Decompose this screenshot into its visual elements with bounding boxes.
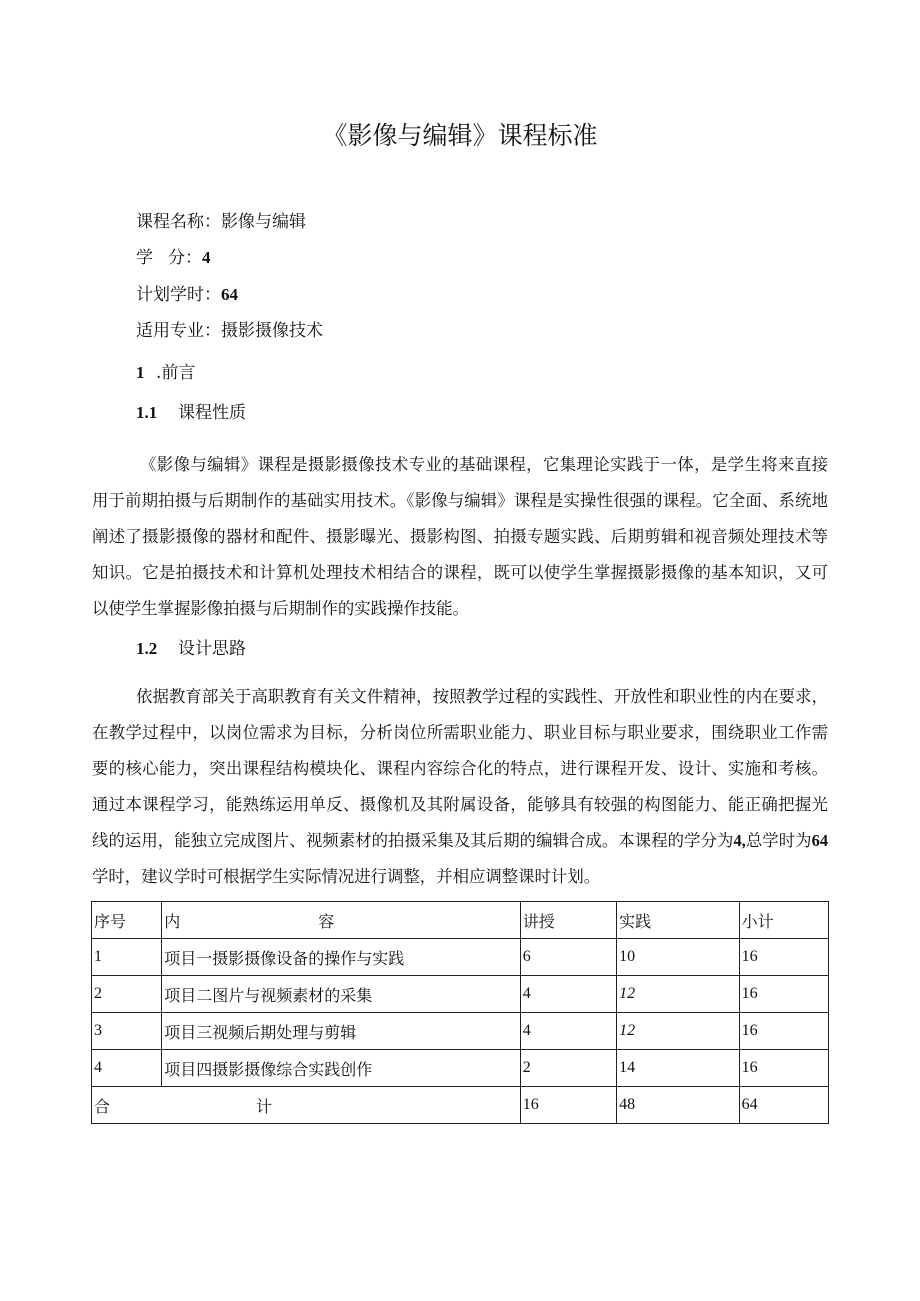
row-lecture: 2 [520,1050,616,1087]
total-subtotal: 64 [739,1087,828,1124]
section-1-1-heading [136,401,246,425]
total-practice: 48 [617,1087,739,1124]
total-lecture: 16 [520,1087,616,1124]
section-1-heading [136,361,195,385]
row-index: 1 [92,939,162,976]
major-line [136,319,323,343]
page-title: 《影像与编辑》课程标准 [322,121,598,150]
course-name-label: 课程名称： [136,212,221,232]
major-label: 适用专业： [136,321,221,341]
row-index: 4 [92,1050,162,1087]
section-1-1-number: 1.1 [136,403,158,422]
header-practice: 实践 [617,902,739,939]
row-content: 项目三视频后期处理与剪辑 [162,1013,520,1050]
row-practice: 12 [617,976,739,1013]
credit-label-a: 学 [136,248,153,268]
section-1-2-title: 设计思路 [178,639,246,659]
course-schedule-table [91,901,829,1124]
section-1-2-text-b: 总学时为 [745,831,812,850]
header-index: 序号 [92,902,162,939]
course-name-line [136,210,306,234]
header-lecture: 讲授 [520,902,616,939]
row-practice: 14 [617,1050,739,1087]
section-1-2-paragraph [92,679,828,895]
hours-label: 计划学时： [136,285,221,305]
table-row [92,1050,829,1087]
row-practice: 12 [617,1013,739,1050]
section-1-2-text-a: 依据教育部关于高职教育有关文件精神，按照教学过程的实践性、开放性和职业性的内在要求，在教学过程中，以岗位需求为目标，分析岗位所需职业能力、职业目标与职业要求，围绕职业工作需要的核心能力，突出课程结构模块化、课程内容综合化的特点，进行课程开发、设计、实施和考核。通过本课程学习，能熟练运用单反、摄像机及其附属设备，能够具有较强的构图能力、能正确把握光线的运用，能独立完成图片、视频素材的拍摄采集及其后期的编辑合成。本课程的学分为 [92,687,828,850]
table-row [92,976,829,1013]
section-1-2-credit-bold: 4, [733,831,746,850]
total-label [92,1087,521,1124]
table-total-row [92,1087,829,1124]
section-1-2-text-c: 学时，建议学时可根据学生实际情况进行调整，并相应调整课时计划。 [92,867,601,886]
row-index: 2 [92,976,162,1013]
hours-value: 64 [221,285,238,304]
row-lecture: 4 [520,976,616,1013]
row-subtotal: 16 [739,939,828,976]
row-index: 3 [92,1013,162,1050]
header-content [162,902,520,939]
row-lecture: 6 [520,939,616,976]
header-subtotal: 小计 [739,902,828,939]
row-content: 项目二图片与视频素材的采集 [162,976,520,1013]
row-practice: 10 [617,939,739,976]
credit-value: 4 [202,248,211,267]
section-1-title: .前言 [156,363,196,383]
row-content: 项目一摄影摄像设备的操作与实践 [162,939,520,976]
total-label-a: 合 [94,1096,111,1116]
table-header-row [92,902,829,939]
header-content-b: 容 [318,911,335,931]
credit-label-b: 分： [168,248,202,268]
credit-line [136,246,211,270]
section-1-1-paragraph: 《影像与编辑》课程是摄影摄像技术专业的基础课程，它集理论实践于一体，是学生将来直接用于前期拍摄与后期制作的基础实用技术。《影像与编辑》课程是实操性很强的课程。它全面、系统地阐述了摄影摄像的器材和配件、摄影曝光、摄影构图、拍摄专题实践、后期剪辑和视音频处理技术等知识。它是拍摄技术和计算机处理技术相结合的课程，既可以使学生掌握摄影摄像的基本知识，又可以使学生掌握影像拍摄与后期制作的实践操作技能。 [92,455,828,618]
row-content: 项目四摄影摄像综合实践创作 [162,1050,520,1087]
section-1-2-heading [136,637,246,661]
table-row [92,939,829,976]
course-name-value: 影像与编辑 [221,212,306,232]
row-subtotal: 16 [739,1050,828,1087]
section-1-2-number: 1.2 [136,639,158,658]
section-1-number: 1 [136,363,145,382]
row-subtotal: 16 [739,1013,828,1050]
hours-line [136,283,238,307]
total-label-b: 计 [256,1096,273,1116]
section-1-1-title: 课程性质 [178,403,246,423]
section-1-2-hours-bold: 64 [811,831,829,850]
major-value: 摄影摄像技术 [221,321,323,341]
row-subtotal: 16 [739,976,828,1013]
table-row [92,1013,829,1050]
header-content-a: 内 [164,911,181,931]
row-lecture: 4 [520,1013,616,1050]
